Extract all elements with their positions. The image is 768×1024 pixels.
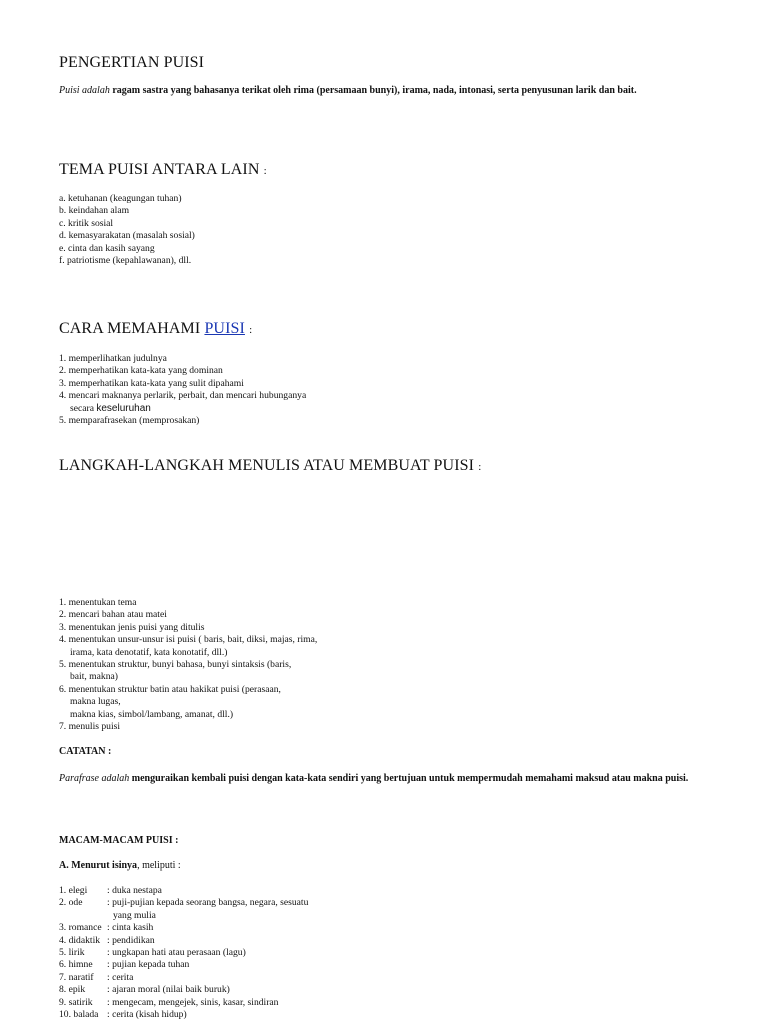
list-item: e. cinta dan kasih sayang: [59, 242, 155, 254]
catatan-label: CATATAN :: [59, 746, 112, 757]
list-item: 5. memparafrasekan (memprosakan): [59, 415, 200, 427]
list-item: 4. mencari maknanya perlarik, perbait, dan mencari hubunganya: [59, 390, 307, 402]
meaning: : ungkapan hati atau perasaan (lagu): [107, 947, 246, 959]
list-item: d. kemasyarakatan (masalah sosial): [59, 230, 195, 242]
list-item-continued: makna kias, simbol/lambang, amanat, dll.): [70, 708, 234, 720]
title-macam-puisi: MACAM-MACAM PUISI :: [59, 835, 179, 846]
subtitle-rest: , meliputi :: [137, 860, 181, 871]
term: 3. romance: [59, 922, 102, 934]
list-item: [59, 959, 308, 971]
list-item: b. keindahan alam: [59, 205, 130, 217]
term: [59, 910, 107, 922]
list-item: c. kritik sosial: [59, 217, 114, 229]
list-item: 1. menentukan tema: [59, 597, 137, 608]
definition-text: ragam sastra yang bahasanya terikat oleh rima (persamaan bunyi), irama, nada, intonasi, serta penyusunan larik dan bait.: [112, 85, 637, 96]
macam-list: [59, 885, 308, 1021]
subtitle-menurut-isinya: [59, 860, 181, 871]
meaning: : mengecam, mengejek, sinis, kasar, sindiran: [107, 996, 279, 1008]
definition-term: Puisi adalah: [59, 85, 110, 96]
meaning: : cerita (kisah hidup): [107, 1009, 187, 1021]
tema-title-text: TEMA PUISI ANTARA LAIN: [59, 161, 260, 178]
puisi-definition: [59, 85, 637, 96]
langkah-list: [59, 597, 317, 733]
parafrase-term: Parafrase adalah: [59, 773, 130, 784]
tema-list: [59, 193, 195, 267]
list-item: 2. mencari bahan atau matei: [59, 609, 167, 621]
title-cara-memahami: [59, 320, 252, 338]
list-item: 2. memperhatikan kata-kata yang dominan: [59, 365, 223, 377]
term: 4. didaktik: [59, 934, 101, 946]
term: 6. himne: [59, 959, 93, 971]
list-item: 4. menentukan unsur-unsur isi puisi ( baris, bait, diksi, majas, rima,: [59, 634, 318, 646]
cara-title-colon: :: [249, 324, 253, 336]
list-item: f. patriotisme (kepahlawanan), dll.: [59, 255, 192, 267]
meaning: : cerita: [107, 971, 134, 983]
meaning: : ajaran moral (nilai baik buruk): [107, 984, 230, 996]
meaning: : pujian kepada tuhan: [107, 959, 190, 971]
langkah-title-colon: :: [478, 461, 482, 473]
cont-text-a: secara: [70, 402, 94, 414]
list-item-continued: irama, kata denotatif, kata konotatif, dll.): [70, 646, 228, 658]
list-item: [59, 984, 308, 996]
meaning: : duka nestapa: [107, 885, 162, 896]
list-item: [59, 997, 308, 1009]
parafrase-definition: [59, 772, 724, 785]
term: 9. satirik: [59, 996, 93, 1008]
list-item: a. ketuhanan (keagungan tuhan): [59, 193, 182, 204]
list-item: [59, 947, 308, 959]
langkah-title-text: LANGKAH-LANGKAH MENULIS ATAU MEMBUAT PUISI: [59, 457, 475, 474]
list-item: [59, 897, 308, 909]
list-item: [59, 910, 308, 922]
term: 5. lirik: [59, 947, 85, 959]
meaning: : pendidikan: [107, 934, 155, 946]
list-item: [59, 922, 308, 934]
list-item-continued: bait, makna): [70, 671, 118, 683]
title-pengertian-puisi: PENGERTIAN PUISI: [59, 54, 205, 71]
list-item: 6. menentukan struktur batin atau hakikat puisi (perasaan,: [59, 683, 281, 695]
list-item: 3. menentukan jenis puisi yang ditulis: [59, 621, 205, 633]
list-item: 1. memperlihatkan judulnya: [59, 353, 167, 364]
list-item: 7. menulis puisi: [59, 721, 121, 733]
term: 7. naratif: [59, 971, 94, 983]
term: 1. elegi: [59, 885, 88, 896]
meaning: : puji-pujian kepada seorang bangsa, negara, sesuatu: [107, 897, 309, 909]
list-item: 3. memperhatikan kata-kata yang sulit dipahami: [59, 377, 244, 389]
list-item: [59, 885, 308, 897]
list-item: 5. menentukan struktur, bunyi bahasa, bunyi sintaksis (baris,: [59, 659, 292, 671]
term: 8. epik: [59, 984, 86, 996]
term: 2. ode: [59, 897, 83, 909]
list-item: [59, 972, 308, 984]
list-item-continued: makna lugas,: [70, 696, 121, 708]
term: 10. balada: [59, 1009, 99, 1021]
title-tema-puisi: [59, 161, 267, 179]
parafrase-text: menguraikan kembali puisi dengan kata-kata sendiri yang bertujuan untuk mempermudah memahami maksud atau makna puisi.: [131, 773, 689, 784]
cara-list: [59, 353, 306, 427]
meaning: : cinta kasih: [107, 922, 154, 934]
list-item: [59, 1009, 308, 1021]
meaning: yang mulia: [113, 909, 156, 921]
subtitle-bold: A. Menurut isinya: [59, 860, 138, 871]
list-item: [59, 935, 308, 947]
list-item-continued: [59, 403, 306, 415]
cara-title-text: CARA MEMAHAMI: [59, 320, 201, 337]
puisi-link[interactable]: PUISI: [204, 320, 245, 337]
cont-text-b: keseluruhan: [96, 402, 151, 414]
title-langkah-langkah: [59, 457, 481, 475]
tema-title-colon: :: [263, 165, 267, 177]
